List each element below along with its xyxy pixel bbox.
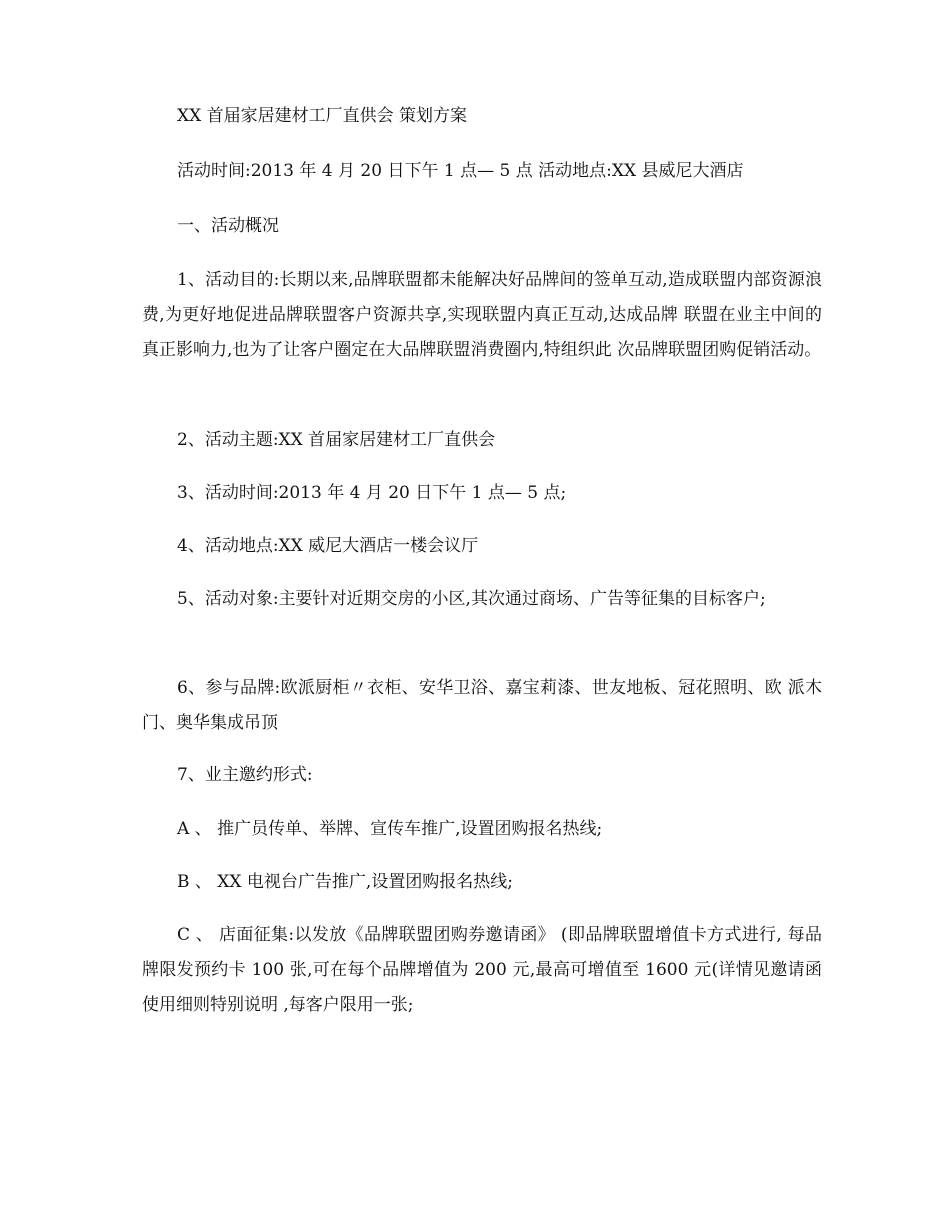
item-participating-brands: 6、参与品牌:欧派厨柜〃衣柜、安华卫浴、嘉宝莉漆、世友地板、冠花照明、欧 派木门、奥华集成吊顶 [142,678,822,733]
item-activity-theme: 2、活动主题:XX 首届家居建材工厂直供会 [177,430,496,450]
section-heading-overview: 一、活动概况 [177,216,279,236]
document-title: XX 首届家居建材工厂直供会 策划方案 [177,106,468,126]
item-activity-purpose: 1、活动目的:长期以来,品牌联盟都未能解决好品牌间的签单互动,造成联盟内部资源浪费,为更好地促进品牌联盟客户资源共享,实现联盟内真正互动,达成品牌 联盟在业主中间的真正影响力,也为了让客户圈定在大品牌联盟消费圈内,特组织此 次品牌联盟团购促销活动。 [142,270,822,360]
item-invitation-b: B 、 XX 电视台广告推广,设置团购报名热线; [177,872,514,892]
time-location-line: 活动时间:2013 年 4 月 20 日下午 1 点— 5 点 活动地点:XX 县威尼大酒店 [177,161,744,181]
item-invitation-form: 7、业主邀约形式: [177,765,313,785]
item-invitation-c: C 、 店面征集:以发放《品牌联盟团购券邀请函》 (即品牌联盟增值卡方式进行, 每品牌限发预约卡 100 张,可在每个品牌增值为 200 元,最高可增值至 1600 元(详情见邀请函使用细则特别说明 ,每客户限用一张; [142,925,822,1015]
item-invitation-a: A 、 推广员传单、举牌、宣传车推广,设置团购报名热线; [177,819,603,839]
item-activity-target: 5、活动对象:主要针对近期交房的小区,其次通过商场、广告等征集的目标客户; [177,589,766,609]
item-activity-location: 4、活动地点:XX 威尼大酒店一楼会议厅 [177,536,479,556]
item-activity-time: 3、活动时间:2013 年 4 月 20 日下午 1 点— 5 点; [177,483,567,503]
